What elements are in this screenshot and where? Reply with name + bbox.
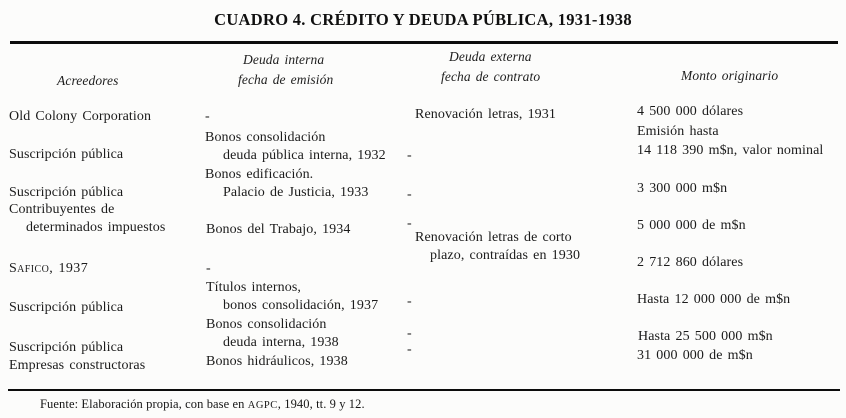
monto-cell-line: 14 118 390 m$n, valor nominal: [637, 143, 824, 158]
column-header-deuda-externa-2: fecha de contrato: [441, 69, 541, 84]
monto-cell-line: Hasta 12 000 000 de m$n: [637, 292, 791, 307]
top-rule: [10, 41, 838, 44]
deuda-interna-cell-line: Palacio de Justicia, 1933: [223, 185, 369, 200]
source-note: [40, 397, 365, 412]
acreedores-cell-line: Suscripción pública: [9, 185, 124, 200]
deuda-interna-cell-line: Bonos consolidación: [205, 130, 326, 145]
monto-cell-line: 4 500 000 dólares: [637, 104, 744, 119]
column-header-deuda-externa-1: Deuda externa: [449, 49, 532, 64]
table-title: CUADRO 4. CRÉDITO Y DEUDA PÚBLICA, 1931-1938: [214, 10, 632, 29]
deuda-externa-cell-line: -: [407, 216, 412, 231]
deuda-externa-cell-line: -: [407, 148, 412, 163]
source-note-acronym: AGPC: [247, 400, 278, 411]
deuda-interna-cell-line: Títulos internos,: [206, 280, 301, 295]
acreedores-cell-line: Suscripción pública: [9, 340, 124, 355]
deuda-interna-cell-line: Bonos hidráulicos, 1938: [206, 354, 348, 369]
monto-cell-line: Emisión hasta: [637, 124, 719, 139]
acreedores-cell-line: determinados impuestos: [26, 220, 166, 235]
monto-cell-line: Hasta 25 500 000 m$n: [638, 329, 773, 344]
deuda-interna-cell-line: Bonos del Trabajo, 1934: [206, 222, 351, 237]
deuda-interna-cell-line: bonos consolidación, 1937: [223, 298, 379, 313]
deuda-externa-cell-line: -: [407, 342, 412, 357]
source-note-prefix: Fuente: Elaboración propia, con base en: [40, 397, 248, 411]
deuda-interna-cell-line: Bonos edificación.: [205, 167, 314, 182]
acreedores-cell-line: Old Colony Corporation: [9, 109, 152, 124]
deuda-interna-cell-line: Bonos consolidación: [206, 317, 327, 332]
monto-cell-line: 5 000 000 de m$n: [637, 218, 746, 233]
acreedores-cell-line: Contribuyentes de: [9, 202, 115, 217]
deuda-interna-cell-line: -: [206, 261, 211, 276]
column-header-deuda-interna-1: Deuda interna: [243, 52, 325, 67]
source-note-suffix: , 1940, tt. 9 y 12.: [277, 397, 365, 411]
column-header-deuda-interna-2: fecha de emisión: [238, 72, 334, 87]
deuda-externa-cell-line: -: [407, 187, 412, 202]
deuda-interna-cell-line: deuda interna, 1938: [223, 335, 339, 350]
deuda-externa-cell-line: -: [407, 326, 412, 341]
acreedores-cell-line: Suscripción pública: [9, 300, 124, 315]
monto-cell-line: 31 000 000 de m$n: [637, 348, 753, 363]
deuda-externa-cell-line: plazo, contraídas en 1930: [430, 248, 581, 263]
deuda-interna-cell-line: deuda pública interna, 1932: [223, 148, 386, 163]
acreedores-cell-line: Empresas constructoras: [9, 358, 146, 373]
monto-cell-line: 3 300 000 m$n: [637, 181, 728, 196]
monto-cell-line: 2 712 860 dólares: [637, 255, 744, 270]
column-header-acreedores: Acreedores: [57, 73, 119, 88]
deuda-externa-cell-line: -: [407, 294, 412, 309]
deuda-externa-cell-line: Renovación letras de corto: [415, 230, 572, 245]
column-header-monto: Monto originario: [681, 68, 779, 83]
deuda-interna-cell-line: -: [205, 109, 210, 124]
acreedores-cell-line: Suscripción pública: [9, 147, 124, 162]
bottom-rule: [8, 389, 840, 391]
acreedores-cell-line: Safico, 1937: [9, 261, 89, 276]
deuda-externa-cell-line: Renovación letras, 1931: [415, 107, 556, 122]
